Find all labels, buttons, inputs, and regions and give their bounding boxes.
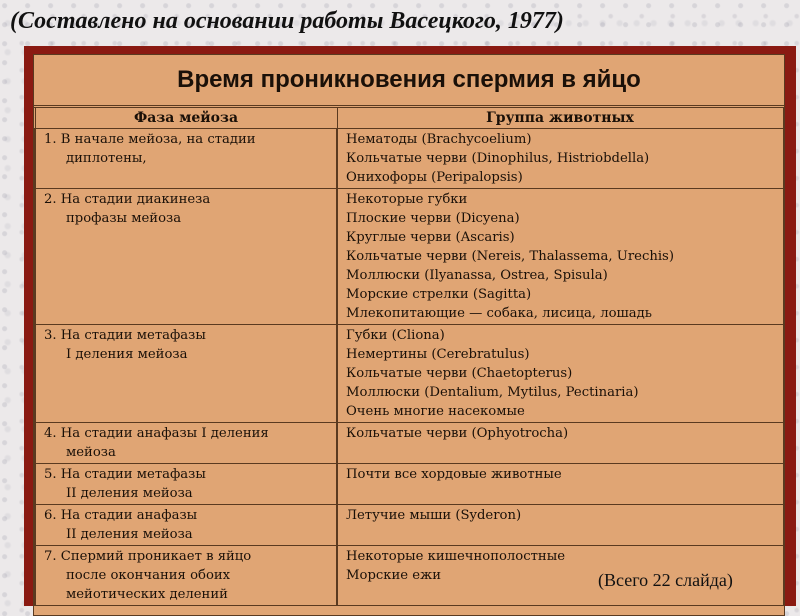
group-line: Кольчатые черви (Dinophilus, Histriobdella) xyxy=(346,151,650,166)
group-line: Нематоды (Brachycoelium) xyxy=(346,132,532,147)
table-row xyxy=(35,505,783,546)
phase-cell xyxy=(35,464,337,505)
phase-cell xyxy=(35,189,337,325)
phase-cell xyxy=(35,546,337,606)
group-line: Круглые черви (Ascaris) xyxy=(346,230,515,245)
phase-cell xyxy=(35,505,337,546)
phase-cell xyxy=(35,129,337,189)
phase-line: 6. На стадии анафазы xyxy=(44,508,198,523)
groups-cell xyxy=(337,189,783,325)
group-line: Почти все хордовые животные xyxy=(346,467,562,482)
table-row xyxy=(35,325,783,423)
slide-count: (Всего 22 слайда) xyxy=(598,570,733,590)
groups-cell xyxy=(337,505,783,546)
phase-line: 3. На стадии метафазы xyxy=(44,328,206,343)
group-line: Кольчатые черви (Nereis, Thalassema, Urechis) xyxy=(346,249,674,264)
group-line: Некоторые кишечнополостные xyxy=(346,549,566,564)
group-line: Млекопитающие — собака, лисица, лошадь xyxy=(346,306,652,321)
group-line: Кольчатые черви (Chaetopterus) xyxy=(346,366,573,381)
phase-line: II деления мейоза xyxy=(66,527,193,542)
phase-line: диплотены, xyxy=(66,151,147,166)
phase-line: 4. На стадии анафазы I деления xyxy=(44,426,269,441)
group-line: Моллюски (Ilyanassa, Ostrea, Spisula) xyxy=(346,268,608,283)
meiosis-table xyxy=(34,108,784,606)
group-line: Некоторые губки xyxy=(346,192,468,207)
phase-line: после окончания обоих xyxy=(66,568,231,583)
group-line: Моллюски (Dentalium, Mytilus, Pectinaria) xyxy=(346,385,639,400)
group-line: Летучие мыши (Syderon) xyxy=(346,508,522,523)
phase-line: мейотических делений xyxy=(66,587,228,602)
phase-line: I деления мейоза xyxy=(66,347,188,362)
table-header-row xyxy=(35,108,783,129)
table-row xyxy=(35,464,783,505)
group-line: Морские стрелки (Sagitta) xyxy=(346,287,532,302)
phase-line: 7. Спермий проникает в яйцо xyxy=(44,549,252,564)
table-title: Время проникновения спермия в яйцо xyxy=(34,55,784,108)
group-line: Губки (Cliona) xyxy=(346,328,445,343)
group-line: Онихофоры (Peripalopsis) xyxy=(346,170,523,185)
group-line: Очень многие насекомые xyxy=(346,404,525,419)
group-line: Кольчатые черви (Ophyotrocha) xyxy=(346,426,569,441)
phase-line: 5. На стадии метафазы xyxy=(44,467,206,482)
group-line: Морские ежи xyxy=(346,568,442,583)
groups-cell xyxy=(337,325,783,423)
phase-line: мейоза xyxy=(66,445,116,460)
groups-cell xyxy=(337,129,783,189)
table-row xyxy=(35,129,783,189)
phase-line: 2. На стадии диакинеза xyxy=(44,192,211,207)
slide-caption: (Составлено на основании работы Васецкого, 1977) xyxy=(10,8,564,34)
groups-cell xyxy=(337,464,783,505)
table-row xyxy=(35,423,783,464)
phase-line: II деления мейоза xyxy=(66,486,193,501)
header-groups: Группа животных xyxy=(337,108,783,129)
phase-line: профазы мейоза xyxy=(66,211,182,226)
header-phase: Фаза мейоза xyxy=(35,108,337,129)
phase-cell xyxy=(35,325,337,423)
group-line: Плоские черви (Dicyena) xyxy=(346,211,520,226)
phase-cell xyxy=(35,423,337,464)
table-panel xyxy=(33,54,785,616)
table-row xyxy=(35,189,783,325)
phase-line: 1. В начале мейоза, на стадии xyxy=(44,132,256,147)
groups-cell xyxy=(337,423,783,464)
group-line: Немертины (Cerebratulus) xyxy=(346,347,530,362)
